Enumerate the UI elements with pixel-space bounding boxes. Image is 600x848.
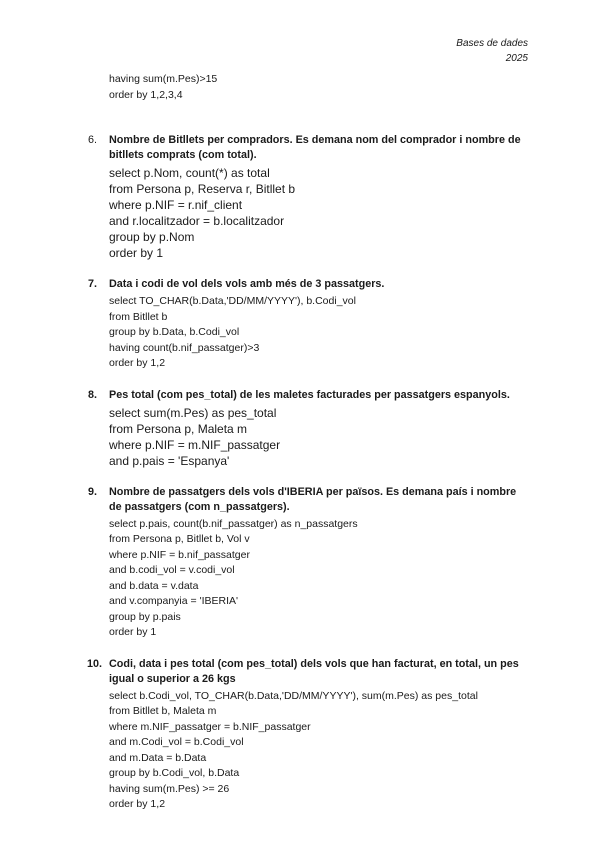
question-6 bbox=[0, 133, 600, 261]
code-line: group by p.Nom bbox=[109, 230, 195, 244]
code-line: order by 1 bbox=[109, 246, 164, 260]
code-line: group by b.Data, b.Codi_vol bbox=[109, 326, 240, 338]
code-line: select b.Codi_vol, TO_CHAR(b.Data,'DD/MM/YYYY'), sum(m.Pes) as pes_total bbox=[109, 689, 478, 702]
code-line: where p.NIF = b.nif_passatger bbox=[109, 548, 250, 561]
code-line: having count(b.nif_passatger)>3 bbox=[109, 341, 260, 354]
code-line: and m.Codi_vol = b.Codi_vol bbox=[109, 736, 244, 748]
code-line: having sum(m.Pes) >= 26 bbox=[109, 782, 230, 795]
header-year: 2025 bbox=[505, 53, 528, 64]
question-8 bbox=[0, 388, 600, 469]
code-line: select TO_CHAR(b.Data,'DD/MM/YYYY'), b.Codi_vol bbox=[109, 295, 356, 307]
code-line: select sum(m.Pes) as pes_total bbox=[109, 405, 277, 420]
code-line: and r.localitzador = b.localitzador bbox=[109, 214, 285, 228]
code-line: select p.pais, count(b.nif_passatger) as n_passatgers bbox=[109, 517, 358, 530]
code-line: where p.NIF = r.nif_client bbox=[109, 198, 243, 212]
code-line: group by b.Codi_vol, b.Data bbox=[109, 767, 240, 779]
code-line: order by 1,2 bbox=[109, 357, 166, 369]
code-line: and b.codi_vol = v.codi_vol bbox=[109, 564, 235, 576]
header-course: Bases de dades bbox=[456, 38, 528, 49]
code-line: order by 1 bbox=[109, 626, 157, 638]
code-line: having sum(m.Pes)>15 bbox=[109, 73, 218, 85]
question-text: Nombre de passatgers dels vols d'IBERIA per països. Es demana país i nombre de passatgers (com n_passatgers). bbox=[109, 485, 517, 513]
question-text: Nombre de Bitllets per compradors. Es demana nom del comprador i nombre de bitllets comprats (com total). bbox=[109, 134, 521, 161]
question-text: Pes total (com pes_total) de les maletes facturades per passatgers espanyols. bbox=[109, 388, 510, 401]
question-9 bbox=[0, 485, 600, 641]
question-number: 9. bbox=[88, 485, 98, 498]
code-line: from Bitllet b, Maleta m bbox=[109, 705, 217, 717]
code-line: order by 1,2 bbox=[109, 798, 166, 810]
question-title bbox=[88, 388, 549, 403]
question-title bbox=[88, 277, 529, 292]
code-line: from Persona p, Maleta m bbox=[109, 421, 248, 436]
page-header bbox=[456, 36, 528, 66]
question-title bbox=[87, 657, 529, 687]
code-line: and b.data = v.data bbox=[109, 579, 199, 592]
code-line: and v.companyia = 'IBERIA' bbox=[109, 595, 239, 607]
document-body bbox=[0, 72, 600, 813]
code-line: from Bitllet b bbox=[109, 310, 168, 323]
intro-code-block bbox=[0, 72, 600, 103]
code-line: from Persona p, Bitllet b, Vol v bbox=[109, 533, 250, 545]
question-number: 7. bbox=[88, 278, 98, 290]
question-number: 8. bbox=[88, 388, 98, 401]
code-line: and m.Data = b.Data bbox=[109, 751, 207, 764]
code-line: select p.Nom, count(*) as total bbox=[109, 166, 270, 180]
code-line: where p.NIF = m.NIF_passatger bbox=[109, 437, 281, 452]
question-number: 10. bbox=[87, 657, 103, 670]
question-number: 6. bbox=[88, 134, 98, 146]
code-line: where m.NIF_passatger = b.NIF_passatger bbox=[109, 720, 311, 733]
question-7 bbox=[0, 277, 600, 372]
code-line: from Persona p, Reserva r, Bitllet b bbox=[109, 182, 296, 196]
question-text: Codi, data i pes total (com pes_total) dels vols que han facturat, en total, un pes igual o superior a 26 kgs bbox=[109, 657, 519, 685]
code-line: order by 1,2,3,4 bbox=[109, 88, 183, 101]
code-line: group by p.pais bbox=[109, 610, 181, 623]
question-text: Data i codi de vol dels vols amb més de 3 passatgers. bbox=[109, 278, 385, 290]
question-title bbox=[88, 133, 529, 163]
question-title bbox=[88, 485, 529, 515]
question-10 bbox=[0, 657, 600, 813]
code-line: and p.pais = 'Espanya' bbox=[109, 453, 230, 468]
